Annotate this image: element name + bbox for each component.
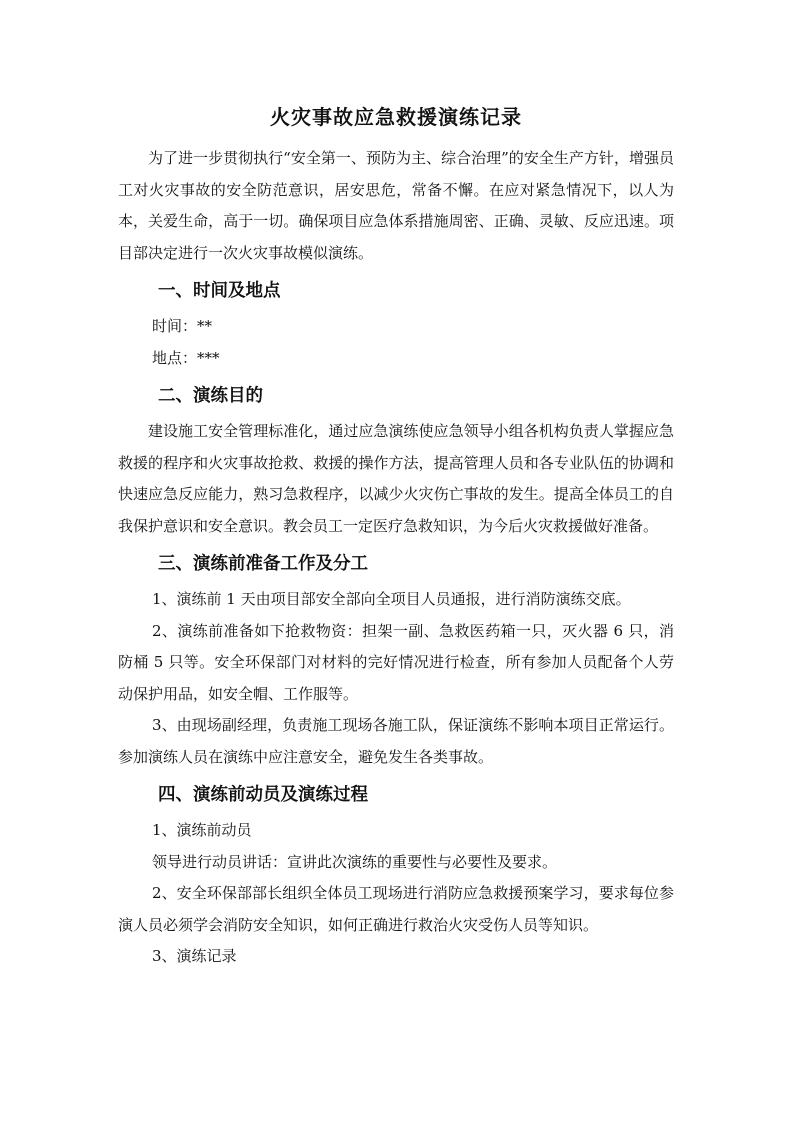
section-heading-preparation: 三、演练前准备工作及分工 xyxy=(158,554,368,574)
list-item: 2、演练前准备如下抢救物资：担架一副、急救医药箱一只，灭火器 6 只，消防桶 5 只等。安全环保部门对材料的完好情况进行检查，所有参加人员配备个人劳动保护用品，如安全帽、工作服等。 xyxy=(118,621,674,703)
document-title: 火灾事故应急救援演练记录 xyxy=(270,105,522,129)
list-item: 1、演练前 1 天由项目部安全部向全项目人员通报，进行消防演练交底。 xyxy=(152,590,631,608)
time-field: 时间：** xyxy=(152,317,213,335)
place-field: 地点：*** xyxy=(152,348,220,367)
mobilization-subheading: 1、演练前动员 xyxy=(152,821,252,839)
mobilization-list xyxy=(118,878,674,941)
intro-paragraph: 为了进一步贯彻执行“安全第一、预防为主、综合治理”的安全生产方针，增强员工对火灾事故的安全防范意识，居安思危，常备不懈。在应对紧急情况下，以人为本，关爱生命，高于一切。确保项目应急体系措施周密、正确、灵敏、反应迅速。项目部决定进行一次火灾事故模似演练。 xyxy=(118,149,674,262)
list-item: 2、安全环保部部长组织全体员工现场进行消防应急救援预案学习，要求每位参演人员必须学会消防安全知识，如何正确进行救治火灾受伤人员等知识。 xyxy=(118,884,674,934)
list-item: 3、由现场副经理，负责施工现场各施工队，保证演练不影响本项目正常运行。参加演练人员在演练中应注意安全，避免发生各类事故。 xyxy=(118,716,674,766)
section-heading-mobilization: 四、演练前动员及演练过程 xyxy=(158,785,368,805)
section-heading-purpose: 二、演练目的 xyxy=(158,386,263,406)
section-heading-time-place: 一、时间及地点 xyxy=(158,281,281,301)
mobilization-body: 领导进行动员讲话：宣讲此次演练的重要性与必要性及要求。 xyxy=(152,852,558,871)
purpose-paragraph: 建设施工安全管理标准化，通过应急演练使应急领导小组各机构负责人掌握应急救援的程序和火灾事故抢救、救援的操作方法，提高管理人员和各专业队伍的协调和快速应急反应能力，熟习急救程序，以减少火灾伤亡事故的发生。提高全体员工的自我保护意识和安全意识。教会员工一定医疗急救知识，为今后火灾救援做好准备。 xyxy=(118,422,674,535)
drill-record-subheading: 3、演练记录 xyxy=(152,947,237,965)
preparation-list xyxy=(118,584,674,773)
